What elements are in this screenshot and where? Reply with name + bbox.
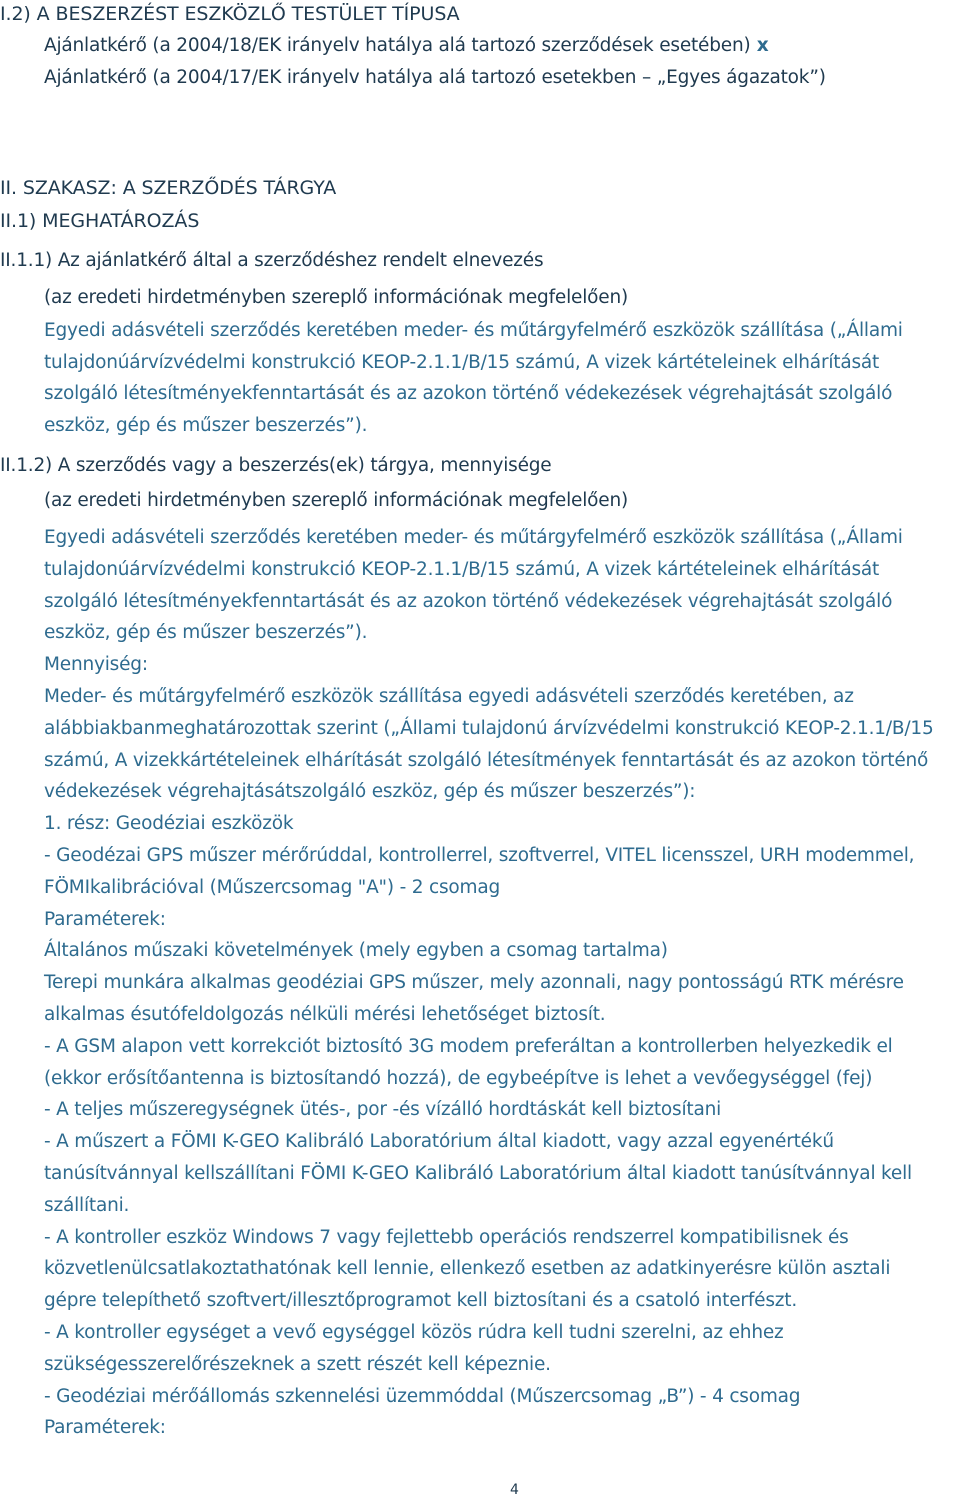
item-1-2-line: Egyedi adásvételi szerződés keretében meder- és műtárgyfelmérő eszközök szállítása („Állami [44, 527, 903, 548]
item-1-2-line: Mennyiség: [44, 654, 148, 676]
item-1-2-line: FÖMIkalibrációval (Műszercsomag "A") - 2 csomag [44, 876, 500, 898]
section2-1-title: II.1) MEGHATÁROZÁS [0, 210, 200, 232]
item-1-2-line: - Geodéziai mérőállomás szkennelési üzemmóddal (Műszercsomag „B”) - 4 csomag [44, 1385, 801, 1407]
item-1-2-line: számú, A vizekkártételeinek elhárítását szolgáló létesítmények fenntartását és az azokon történő [44, 749, 929, 771]
item-1-1-line: tulajdonúárvízvédelmi konstrukció KEOP-2.1.1/B/15 számú, A vizek kártételeinek elhárítását [44, 351, 880, 373]
item-1-1-line: szolgáló létesítményekfenntartását és az azokon történő védekezések végrehajtását szolgáló [44, 383, 893, 404]
item-1-2-line: szolgáló létesítményekfenntartását és az azokon történő védekezések végrehajtását szolgáló [44, 590, 893, 612]
item-1-1-line: Egyedi adásvételi szerződés keretében meder- és műtárgyfelmérő eszközök szállítása („Állami [44, 320, 903, 341]
item-1-1-note: (az eredeti hirdetményben szereplő információnak megfelelően) [44, 287, 629, 308]
section-type-title: I.2) A BESZERZÉST ESZKÖZLŐ TESTÜLET TÍPUSA [0, 3, 460, 25]
item-1-2-line: - A kontroller eszköz Windows 7 vagy fejlettebb operációs rendszerrel kompatibilisnek és [44, 1226, 849, 1248]
item-1-2-line: védekezések végrehajtásátszolgáló eszköz, gép és műszer beszerzés”): [44, 781, 696, 803]
contracting-option: Ajánlatkérő (a 2004/18/EK irányelv hatálya alá tartozó szerződések esetében) x [44, 35, 769, 56]
item-1-1-title: II.1.1) Az ajánlatkérő által a szerződéshez rendelt elnevezés [0, 250, 544, 271]
item-1-2-line: szükségesszerelőrészeknek a szett részét kell képeznie. [44, 1353, 551, 1375]
item-1-1-line: eszköz, gép és műszer beszerzés”). [44, 414, 368, 436]
item-1-2-line: gépre telepíthető szoftvert/illesztőprogramot kell biztosítani és a csatoló interfészt. [44, 1290, 797, 1312]
item-1-2-line: Paraméterek: [44, 908, 166, 930]
item-1-2-line: eszköz, gép és műszer beszerzés”). [44, 622, 368, 644]
item-1-2-line: - Geodézai GPS műszer mérőrúddal, kontrollerrel, szoftverrel, VITEL licensszel, URH modemmel, [44, 845, 915, 866]
page-number: 4 [510, 1482, 519, 1498]
item-1-2-line: - A GSM alapon vett korrekciót biztosító 3G modem preferáltan a kontrollerben helyezkedik el [44, 1035, 893, 1057]
section2-title: II. SZAKASZ: A SZERZŐDÉS TÁRGYA [0, 177, 337, 199]
item-1-2-line: alábbiakbanmeghatározottak szerint („Állami tulajdonú árvízvédelmi konstrukció KEOP-2.1.1/B/15 [44, 717, 934, 739]
item-1-2-line: tanúsítvánnyal kellszállítani FÖMI K-GEO Kalibráló Laboratórium által kiadott tanúsítvánnyal kell [44, 1163, 912, 1184]
item-1-2-line: 1. rész: Geodéziai eszközök [44, 813, 294, 835]
item-1-2-line: alkalmas ésutófeldolgozás nélküli mérési lehetőséget biztosít. [44, 1004, 606, 1025]
item-1-2-line: közvetlenülcsatlakoztathatónak kell lennie, ellenkező esetben az adatkinyerésre külön asztali [44, 1258, 891, 1280]
item-1-2-line: - A kontroller egységet a vevő egységgel közös rúdra kell tudni szerelni, az ehhez [44, 1322, 784, 1343]
item-1-2-line: - A teljes műszeregységnek ütés-, por -és vízálló hordtáskát kell biztosítani [44, 1099, 722, 1121]
item-1-2-line: Paraméterek: [44, 1417, 166, 1439]
item-1-2-line: Meder- és műtárgyfelmérő eszközök szállítása egyedi adásvételi szerződés keretében, az [44, 686, 854, 707]
contracting-option: Ajánlatkérő (a 2004/17/EK irányelv hatálya alá tartozó esetekben – „Egyes ágazatok”) [44, 67, 826, 88]
item-1-2-line: tulajdonúárvízvédelmi konstrukció KEOP-2.1.1/B/15 számú, A vizek kártételeinek elhárítását [44, 558, 880, 580]
item-1-2-note: (az eredeti hirdetményben szereplő információnak megfelelően) [44, 490, 629, 511]
item-1-2-line: szállítani. [44, 1194, 130, 1216]
item-1-2-line: Általános műszaki követelmények (mely egyben a csomag tartalma) [44, 940, 668, 962]
item-1-2-line: - A műszert a FÖMI K-GEO Kalibráló Laboratórium által kiadott, vagy azzal egyenértékű [44, 1131, 834, 1153]
item-1-2-line: Terepi munkára alkalmas geodéziai GPS műszer, mely azonnali, nagy pontosságú RTK mérésre [44, 972, 904, 994]
item-1-2-line: (ekkor erősítőantenna is biztosítandó hozzá), de egybeépítve is lehet a vevőegységgel (fej) [44, 1067, 873, 1089]
selected-mark: x [750, 35, 769, 56]
item-1-2-title: II.1.2) A szerződés vagy a beszerzés(ek) tárgya, mennyisége [0, 455, 552, 476]
